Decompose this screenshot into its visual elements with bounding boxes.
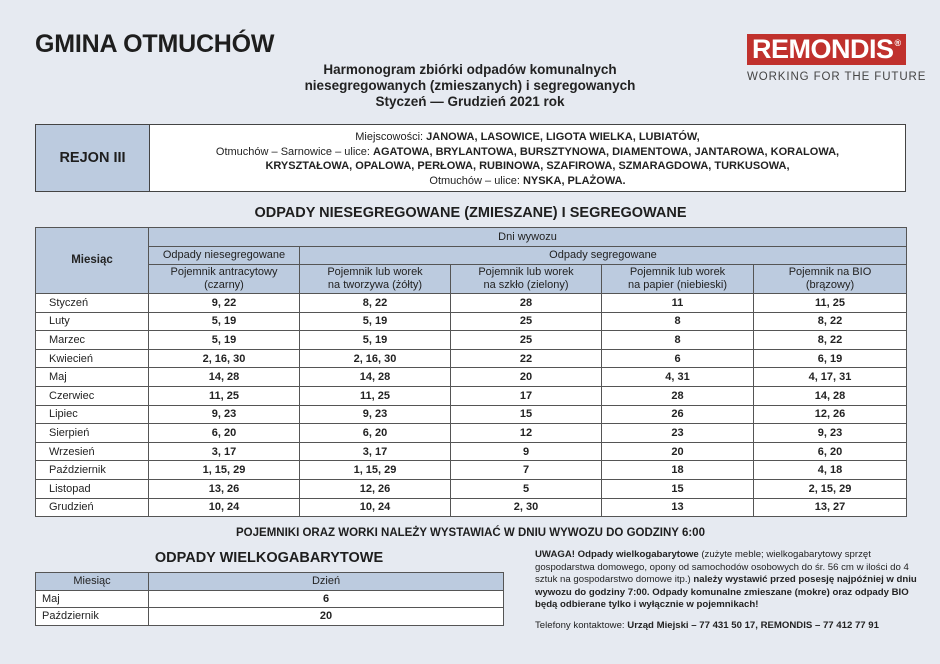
table-row: Październik 1, 15, 29 1, 15, 29 7 18 4, 18 bbox=[36, 461, 907, 480]
region-label: REJON III bbox=[36, 125, 150, 191]
table-row: Czerwiec 11, 25 11, 25 17 28 14, 28 bbox=[36, 386, 907, 405]
schedule-subtitle bbox=[250, 62, 690, 110]
logo-tagline: WORKING FOR THE FUTURE bbox=[747, 71, 927, 83]
region-box bbox=[35, 124, 906, 192]
table-row: Marzec 5, 19 5, 19 25 8 8, 22 bbox=[36, 331, 907, 350]
page-title: GMINA OTMUCHÓW bbox=[35, 30, 275, 58]
month-header: Miesiąc bbox=[36, 228, 149, 294]
segregated-header: Odpady segregowane bbox=[300, 247, 907, 265]
bulky-waste-warning: UWAGA! Odpady wielkogabarytowe (zużyte meble; wielkogabarytowy sprzęt gospodarstwa domowego, opony od samochodów osobowych do śr. 56 cm w ilości do 4 sztuk na gospodarstwo domowe itp.) należy wystawić przed posesję najpóźniej w dniu wywozu do godziny 7:00. Odpady komunalne zmieszane (mokre) oraz odpady BIO będą odbierane tylko i wyłącznie w pojemnikach! bbox=[535, 549, 917, 611]
region-line: KRYSZTAŁOWA, OPALOWA, PERŁOWA, RUBINOWA, SZAFIROWA, SZMARAGDOWA, TURKUSOWA, bbox=[265, 160, 790, 172]
days-header: Dni wywozu bbox=[149, 228, 907, 247]
table-row: Styczeń 9, 22 8, 22 28 11 11, 25 bbox=[36, 294, 907, 313]
subtitle-line: Harmonogram zbiórki odpadów komunalnych bbox=[323, 62, 617, 77]
table-row: Kwiecień 2, 16, 30 2, 16, 30 22 6 6, 19 bbox=[36, 349, 907, 368]
region-line: Otmuchów – Sarnowice – ulice: AGATOWA, BRYLANTOWA, BURSZTYNOWA, DIAMENTOWA, JANTAROWA, KORALOWA, bbox=[215, 145, 840, 158]
registered-mark: ® bbox=[894, 38, 901, 48]
column-header-blue: Pojemnik lub worek na papier (niebieski) bbox=[602, 265, 754, 294]
schedule-table bbox=[35, 227, 907, 517]
subtitle-line: Styczeń — Grudzień 2021 rok bbox=[375, 94, 565, 109]
table-row: Wrzesień 3, 17 3, 17 9 20 6, 20 bbox=[36, 442, 907, 461]
table-row: Luty 5, 19 5, 19 25 8 8, 22 bbox=[36, 312, 907, 331]
subtitle-line: niesegregowanych (zmieszanych) i segregowanych bbox=[304, 78, 636, 93]
region-line: Otmuchów – ulice: NYSKA, PLAŻOWA. bbox=[429, 174, 626, 187]
table-row: Sierpień 6, 20 6, 20 12 23 9, 23 bbox=[36, 424, 907, 443]
table-row: Maj 14, 28 14, 28 20 4, 31 4, 17, 31 bbox=[36, 368, 907, 387]
region-line: Miejscowości: JANOWA, LASOWICE, LIGOTA WIELKA, LUBIATÓW, bbox=[355, 131, 700, 143]
schedule-section-title: ODPADY NIESEGREGOWANE (ZMIESZANE) I SEGREGOWANE bbox=[254, 205, 687, 221]
table-row: Maj 6 bbox=[36, 590, 504, 608]
bulky-day-header: Dzień bbox=[149, 573, 504, 591]
table-row: Grudzień 10, 24 10, 24 2, 30 13 13, 27 bbox=[36, 498, 907, 517]
bulky-month-header: Miesiąc bbox=[36, 573, 149, 591]
contact-phones: Telefony kontaktowe: Urząd Miejski – 77 431 50 17, REMONDIS – 77 412 77 91 bbox=[535, 620, 879, 631]
logo-text: REMONDIS bbox=[752, 34, 894, 64]
unsegregated-header: Odpady niesegregowane bbox=[149, 247, 300, 265]
table-row: Listopad 13, 26 12, 26 5 15 2, 15, 29 bbox=[36, 479, 907, 498]
column-header-black: Pojemnik antracytowy (czarny) bbox=[149, 265, 300, 294]
placement-notice: POJEMNIKI ORAZ WORKI NALEŻY WYSTAWIAĆ W DNIU WYWOZU DO GODZINY 6:00 bbox=[236, 527, 705, 539]
table-row: Październik 20 bbox=[36, 608, 504, 626]
bulky-waste-table bbox=[35, 572, 504, 626]
remondis-logo bbox=[747, 34, 906, 65]
column-header-brown: Pojemnik na BIO (brązowy) bbox=[754, 265, 907, 294]
table-row: Lipiec 9, 23 9, 23 15 26 12, 26 bbox=[36, 405, 907, 424]
bulky-waste-title: ODPADY WIELKOGABARYTOWE bbox=[154, 550, 384, 566]
column-header-yellow: Pojemnik lub worek na tworzywa (żółty) bbox=[300, 265, 451, 294]
column-header-green: Pojemnik lub worek na szkło (zielony) bbox=[451, 265, 602, 294]
region-description bbox=[150, 125, 905, 191]
